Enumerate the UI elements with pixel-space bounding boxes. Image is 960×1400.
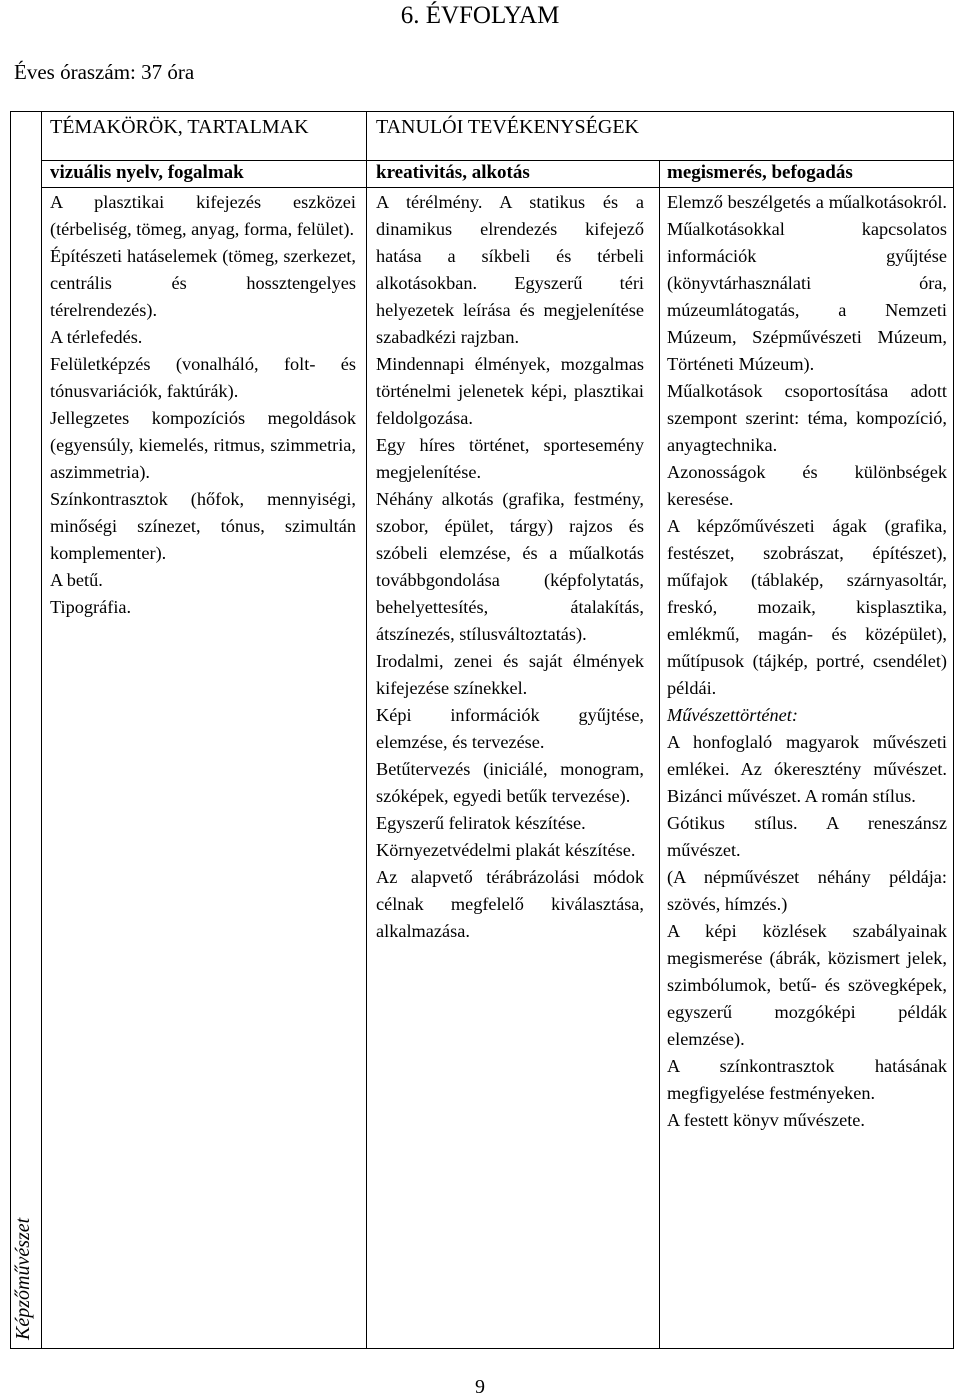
topic-item: A plasztikai kifejezés eszközei (térbeliség, tömeg, anyag, forma, felület). xyxy=(50,192,356,239)
topic-item: Jellegzetes kompozíciós megoldások (egyensúly, kiemelés, ritmus, szimmetria, aszimmetria). xyxy=(50,408,356,482)
table-divider xyxy=(41,187,954,188)
activity-item: Az alapvető térábrázolási módok célnak megfelelő kiválasztása, alkalmazása. xyxy=(376,867,644,941)
topics-column xyxy=(50,189,356,621)
activity-item: Egy híres történet, sportesemény megjelenítése. xyxy=(376,435,644,482)
topic-item: Tipográfia. xyxy=(50,597,132,617)
perception-item: Gótikus stílus. A reneszánsz művészet. xyxy=(667,813,947,860)
table-divider xyxy=(41,111,42,1349)
page-number: 9 xyxy=(475,1376,485,1398)
perception-column xyxy=(667,189,947,1134)
activity-item: Képi információk gyűjtése, elemzése, és tervezése. xyxy=(376,705,644,752)
activity-item: Egyszerű feliratok készítése. xyxy=(376,813,586,833)
perception-item: (A népművészet néhány példája: szövés, hímzés.) xyxy=(667,867,947,914)
activity-item: A térélmény. A statikus és a dinamikus elrendezés kifejező hatása a síkbeli és térbeli alkotásokban. Egyszerű téri helyezetek leírása és megjelenítése szabadkézi rajzban. xyxy=(376,192,644,347)
topic-item: Színkontrasztok (hőfok, mennyiségi, minőségi színezet, tónus, szimultán komplementer). xyxy=(50,489,356,563)
activity-item: Irodalmi, zenei és saját élmények kifejezése színekkel. xyxy=(376,651,644,698)
topic-item: A térlefedés. xyxy=(50,327,143,347)
activity-item: Mindennapi élmények, mozgalmas történelmi jelenetek képi, plasztikai feldolgozása. xyxy=(376,354,644,428)
subheader-perception: megismerés, befogadás xyxy=(667,162,853,183)
topic-item: A betű. xyxy=(50,570,103,590)
perception-item: A festett könyv művészete. xyxy=(667,1110,865,1130)
subheader-visual-language: vizuális nyelv, fogalmak xyxy=(50,162,244,183)
perception-item: A képi közlések szabályainak megismerése (ábrák, közismert jelek, szimbólumok, betű- és szövegképek, egyszerű mozgóképi példák elemzése). xyxy=(667,921,947,1049)
perception-item: A honfoglaló magyarok művészeti emlékei. Az ókeresztény művészet. Bizánci művészet. A román stílus. xyxy=(667,732,947,806)
activity-item: Betűtervezés (iniciálé, monogram, szóképek, egyedi betűk tervezése). xyxy=(376,759,644,806)
page-title: 6. ÉVFOLYAM xyxy=(400,2,560,29)
creativity-column xyxy=(376,189,644,945)
table-divider xyxy=(366,111,367,1349)
subject-label: Képzőművészet xyxy=(12,1217,34,1340)
perception-item: Azonosságok és különbségek keresése. xyxy=(667,462,947,509)
perception-item: Műalkotások csoportosítása adott szempont szerint: téma, kompozíció, anyagtechnika. xyxy=(667,381,947,455)
table-divider xyxy=(659,160,660,1349)
perception-item: Elemző beszélgetés a műalkotásokról. Műalkotásokkal kapcsolatos információk gyűjtése (könyvtárhasználati óra, múzeumlátogatás, a Nemzeti Múzeum, Szépművészeti Múzeum, Történeti Múzeum). xyxy=(667,192,947,374)
table-divider xyxy=(41,160,954,161)
topic-item: Felületképzés (vonalháló, folt- és tónusvariációk, faktúrák). xyxy=(50,354,356,401)
subheader-creativity: kreativitás, alkotás xyxy=(376,162,530,183)
activity-item: Néhány alkotás (grafika, festmény, szobor, épület, tárgy) rajzos és szóbeli elemzése, és a műalkotás továbbgondolása (képfolytatás, behelyettesítés, átalakítás, átszínezés, stílusváltoztatás). xyxy=(376,489,644,644)
header-activities: TANULÓI TEVÉKENYSÉGEK xyxy=(376,116,639,138)
perception-item-art-history: Művészettörténet: xyxy=(667,705,798,725)
header-topics: TÉMAKÖRÖK, TARTALMAK xyxy=(50,116,309,138)
activity-item: Környezetvédelmi plakát készítése. xyxy=(376,840,636,860)
annual-hours: Éves óraszám: 37 óra xyxy=(14,60,195,84)
perception-item: A képzőművészeti ágak (grafika, festészet, szobrászat, építészet), műfajok (táblakép, szárnyasoltár, freskó, mozaik, kisplasztika, emlékmű, magán- és középület), műtípusok (tájkép, portré, csendélet) példái. xyxy=(667,516,947,698)
topic-item: Építészeti hatáselemek (tömeg, szerkezet, centrális és hossztengelyes térelrendezés). xyxy=(50,246,356,320)
perception-item: A színkontrasztok hatásának megfigyelése festményeken. xyxy=(667,1056,947,1103)
